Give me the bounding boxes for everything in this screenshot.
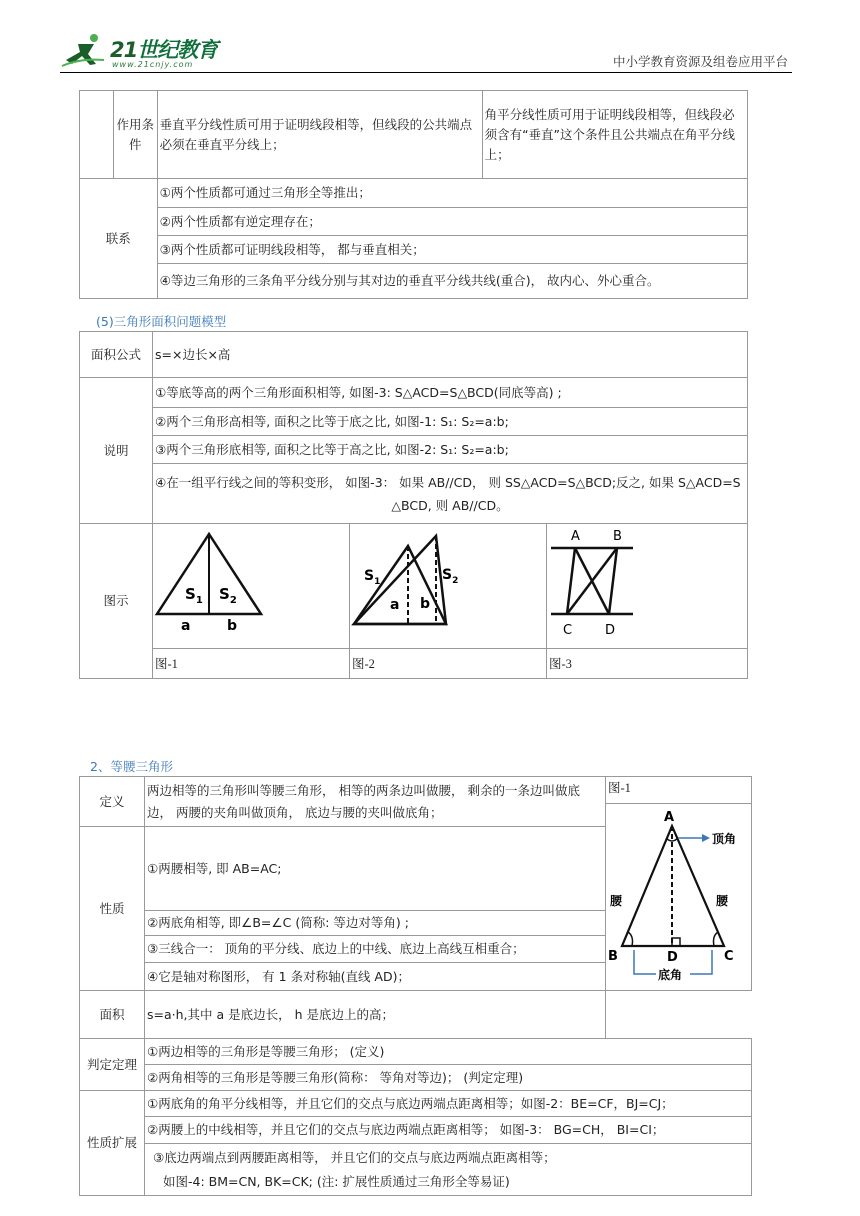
area-label: 面积 <box>80 991 145 1039</box>
left-leg-label: 腰 <box>610 894 623 908</box>
figure-3 <box>547 524 748 649</box>
d-label: D <box>605 623 616 638</box>
ext-item: ①两底角的角平分线相等，并且它们的交点与底边两端点距离相等；如图-2：BE=CF，BJ=CJ； <box>145 1091 752 1117</box>
b-label: B <box>608 949 618 964</box>
link-item: ③两个性质都可证明线段相等， 都与垂直相关； <box>157 236 747 264</box>
prop-item: ②两底角相等, 即∠B=∠C (简称: 等边对等角) ; <box>145 911 606 936</box>
c-label: C <box>724 949 734 964</box>
s2-label: $S_2$ <box>219 585 237 606</box>
judge-item: ①两边相等的三角形是等腰三角形； (定义) <box>145 1039 752 1065</box>
b-label: b <box>227 618 238 634</box>
prop-item: ④它是轴对称图形， 有 1 条对称轴(直线 AD)； <box>145 963 606 991</box>
a-label: a <box>390 597 400 613</box>
page-header <box>60 30 792 73</box>
def-label: 定义 <box>80 777 145 827</box>
logo-url: www.21cnjy.com <box>112 60 194 69</box>
area-text: s=a·h,其中 a 是底边长， h 是底边上的高； <box>145 991 606 1039</box>
s1-label: $S_1$ <box>185 585 203 606</box>
note-item: ②两个三角形高相等, 面积之比等于底之比, 如图-1: S₁: S₂=a:b; <box>153 408 748 436</box>
formula: s=×边长×高 <box>153 332 748 378</box>
area-table <box>79 331 748 679</box>
ext-label: 性质扩展 <box>80 1091 145 1196</box>
a-label: a <box>181 618 191 634</box>
a-label: A <box>571 529 580 544</box>
figure-2-caption: 图-2 <box>350 649 547 679</box>
figure-2-drawing <box>350 524 546 642</box>
header-platform-name: 中小学教育资源及组卷应用平台 <box>612 54 788 69</box>
use-perp: 垂直平分线性质可用于证明线段相等，但线段的公共端点必须在垂直平分线上； <box>157 91 482 179</box>
figure-2 <box>350 524 547 649</box>
section-area-models: (5)三角形面积问题模型 <box>96 314 227 329</box>
link-item: ②两个性质都有逆定理存在； <box>157 208 747 236</box>
prop-label: 性质 <box>80 827 145 991</box>
use-label: 作用条件 <box>113 91 157 179</box>
figure-3-drawing <box>547 524 747 642</box>
fig-label: 图示 <box>80 524 153 679</box>
note-item: ③两个三角形底相等, 面积之比等于高之比, 如图-2: S₁: S₂=a:b; <box>153 436 748 464</box>
note-item <box>153 464 748 524</box>
isosceles-figure <box>606 777 752 991</box>
judge-label: 判定定理 <box>80 1039 145 1091</box>
prop-item: ①两腰相等, 即 AB=AC; <box>145 827 606 911</box>
s1-label: $S_1$ <box>364 568 381 587</box>
d-label: D <box>667 950 678 965</box>
runner-icon <box>62 34 104 66</box>
c-label: C <box>563 623 573 638</box>
perp-bisector-table <box>79 90 748 299</box>
figure-1-drawing <box>153 524 349 642</box>
blank-cell <box>80 91 114 179</box>
right-leg-label: 腰 <box>716 894 729 908</box>
isosceles-table <box>79 776 752 1196</box>
b-label: B <box>613 529 622 544</box>
note-item: ①等底等高的两个三角形面积相等, 如图-3: S△ACD=S△BCD(同底等高) ; <box>153 378 748 408</box>
section-isosceles: 2、等腰三角形 <box>90 759 173 774</box>
figure-1 <box>153 524 350 649</box>
ext-item: ②两腰上的中线相等，并且它们的交点与底边两端点距离相等； 如图-3： BG=CH， BI=CI； <box>145 1117 752 1144</box>
base-angle-label: 底角 <box>658 968 683 982</box>
ext-item-3-line-2: 如图-4: BM=CN, BK=CK; (注: 扩展性质通过三角形全等易证) <box>163 1173 510 1189</box>
formula-label: 面积公式 <box>80 332 153 378</box>
figure-caption: 图-1 <box>606 777 751 804</box>
note-4-line-1: ④在一组平行线之间的等积变形， 如图-3： 如果 AB//CD， 则 SS△ACD=S△BCD;反之, 如果 S△ACD=S <box>155 474 741 490</box>
link-item: ①两个性质都可通过三角形全等推出； <box>157 179 747 208</box>
link-label: 联系 <box>80 179 158 299</box>
prop-item: ③三线合一： 顶角的平分线、底边上的中线、底边上高线互相重合； <box>145 936 606 963</box>
use-bisector: 角平分线性质可用于证明线段相等，但线段必须含有“垂直”这个条件且公共端点在角平分线上； <box>482 91 747 179</box>
figure-1-caption: 图-1 <box>153 649 350 679</box>
note-label: 说明 <box>80 378 153 524</box>
figure-3-caption: 图-3 <box>547 649 748 679</box>
apex-label: 顶角 <box>712 832 737 846</box>
ext-item <box>145 1144 752 1196</box>
definition: 两边相等的三角形叫等腰三角形， 相等的两条边叫做腰， 剩余的一条边叫做底边， 两腰的夹角叫做顶角， 底边与腰的夹叫做底角； <box>145 777 606 827</box>
s2-label: $S_2$ <box>442 567 459 586</box>
note-4-line-2: △BCD, 则 AB//CD。 <box>391 497 509 513</box>
logo-text: 21世纪教育 <box>110 38 218 62</box>
link-item: ④等边三角形的三条角平分线分别与其对边的垂直平分线共线(重合)， 故内心、外心重合。 <box>157 264 747 299</box>
b-label: b <box>420 596 431 612</box>
judge-item: ②两角相等的三角形是等腰三角形(简称： 等角对等边)； (判定定理) <box>145 1065 752 1091</box>
isosceles-drawing <box>606 804 751 984</box>
a-label: A <box>664 810 675 825</box>
ext-item-3-line-1: ③底边两端点到两腰距离相等， 并且它们的交点与底边两端点距离相等； <box>153 1149 556 1165</box>
